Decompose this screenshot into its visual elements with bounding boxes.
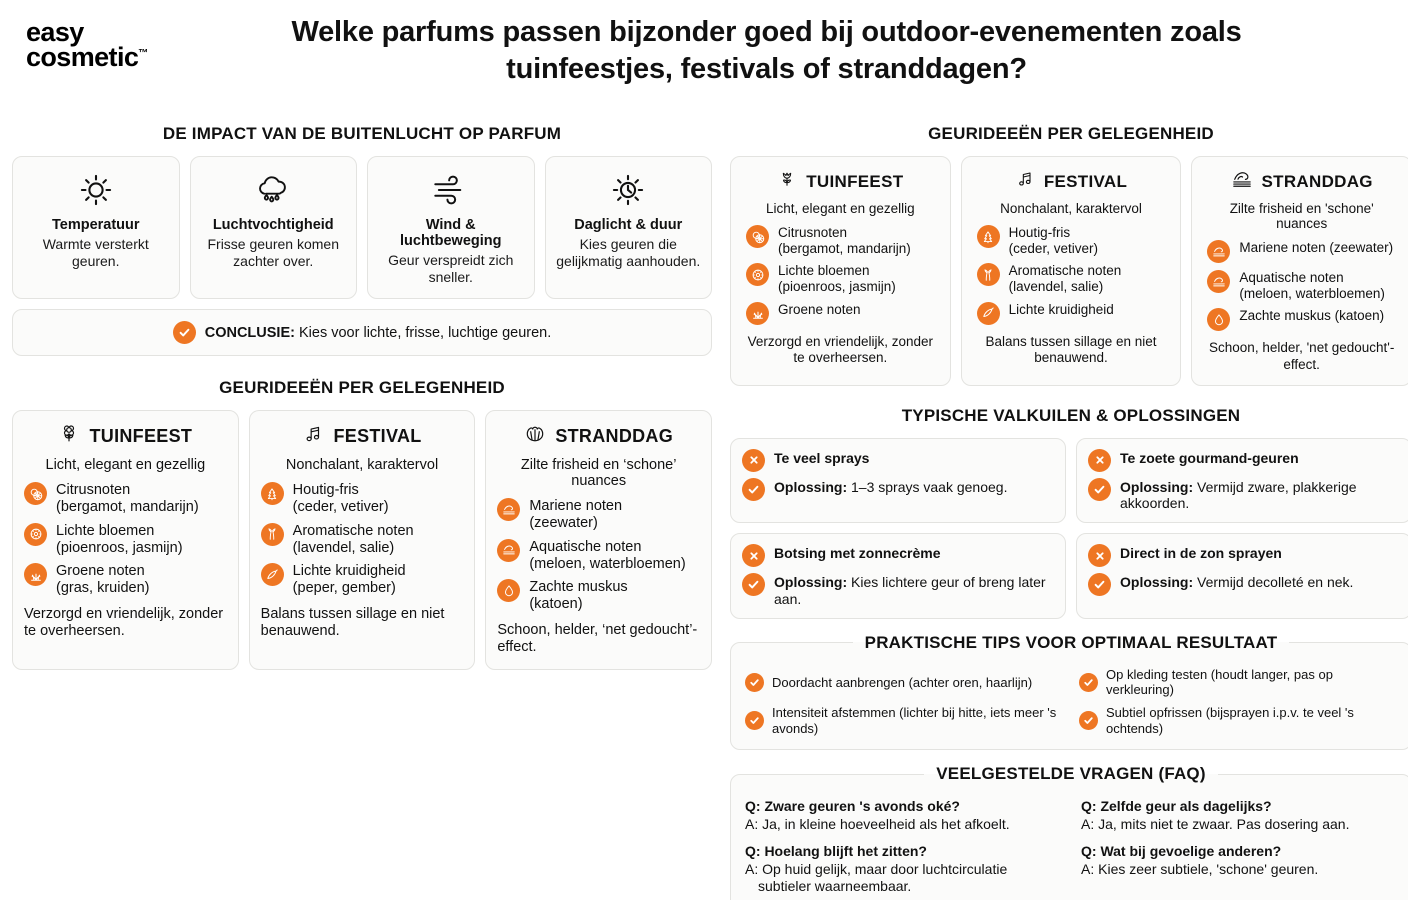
herb-icon <box>261 523 284 546</box>
occasion-card-footer: Verzorgd en vriendelijk, zonder te overheersen. <box>24 606 224 640</box>
pitfall-problem: Botsing met zonnecrème <box>774 545 941 562</box>
check-icon <box>742 573 765 596</box>
note-name: Groene noten <box>56 563 145 580</box>
tip-text: Intensiteit afstemmen (lichter bij hitte, iets meer 's avonds) <box>772 705 1057 736</box>
impact-card-luchtvochtigheid <box>190 156 358 299</box>
note-detail: (pioenroos, jasmijn) <box>778 278 896 294</box>
wind-icon <box>431 169 471 211</box>
note-name: Lichte kruidigheid <box>1008 301 1114 317</box>
occasion-card-title: FESTIVAL <box>1043 171 1128 191</box>
tips-section <box>730 633 1408 750</box>
flower-icon <box>58 423 80 450</box>
grass-icon <box>24 563 47 586</box>
droplet-icon <box>1207 308 1230 331</box>
impact-card-daglicht <box>545 156 713 299</box>
impact-card-wind <box>367 156 535 299</box>
brand-logo <box>0 14 255 70</box>
citrus-icon <box>746 225 769 248</box>
occasion-card-tuinfeest <box>12 410 239 670</box>
pitfall-problem-row <box>1088 544 1400 567</box>
pitfall-card-3 <box>730 533 1066 619</box>
note-name: Groene noten <box>778 301 861 317</box>
cross-icon <box>742 449 765 472</box>
occasion-card-stranddag <box>485 410 712 670</box>
occasion-card-festival <box>249 410 476 670</box>
faq-answer: A: Kies zeer subtiele, 'schone' geuren. <box>1081 860 1319 877</box>
sun-clock-icon <box>610 169 646 211</box>
note-detail: (ceder, vetiver) <box>1008 240 1098 256</box>
list-item <box>977 302 1114 325</box>
pitfall-problem: Te veel sprays <box>774 449 870 466</box>
list-item <box>1207 308 1384 331</box>
impact-card-name: Wind & luchtbeweging <box>400 217 502 249</box>
right-column <box>730 118 1408 900</box>
list-item <box>24 523 227 557</box>
page-title: Welke parfums passen bijzonder goed bij outdoor-evenementen zoals tuinfeestjes, festivals of stranddagen? <box>291 16 1242 86</box>
faq-item <box>1081 843 1397 896</box>
conclusion-banner <box>12 309 712 356</box>
blossom-icon <box>746 263 769 286</box>
note-detail: (katoen) <box>529 596 583 613</box>
page-header <box>0 0 1408 118</box>
cross-icon <box>1088 449 1111 472</box>
sun-icon <box>78 169 114 211</box>
note-name: Aromatische noten <box>1008 263 1122 279</box>
impact-card-name: Daglicht & duur <box>574 217 683 233</box>
impact-section-heading: DE IMPACT VAN DE BUITENLUCHT OP PARFUM <box>162 124 562 143</box>
note-name: Mariene noten (zeewater) <box>1239 240 1394 255</box>
chili-icon <box>261 563 284 586</box>
faq-question: Q: Zware geuren 's avonds oké? <box>745 798 960 815</box>
pitfall-problem: Direct in de zon sprayen <box>1120 545 1282 562</box>
tree-icon <box>261 482 284 505</box>
cross-icon <box>1088 544 1111 567</box>
impact-card-name: Luchtvochtigheid <box>212 217 334 233</box>
pitfall-solution: Kies lichtere geur of breng later aan. <box>774 574 1046 608</box>
note-name: Lichte kruidigheid <box>292 563 406 580</box>
note-name: Zachte muskus <box>529 579 628 596</box>
note-detail: (bergamot, mandarijn) <box>778 240 911 256</box>
occasions-right-row <box>730 156 1408 386</box>
faq-question: Q: Hoelang blijft het zitten? <box>745 843 927 860</box>
list-item <box>1207 240 1393 263</box>
check-icon <box>173 321 196 344</box>
occasion-card-title: TUINFEEST <box>89 426 193 447</box>
list-item <box>1207 270 1385 301</box>
wave-icon <box>497 539 520 562</box>
blossom-icon <box>24 523 47 546</box>
check-icon <box>1088 478 1111 501</box>
occasion-card-header <box>742 169 939 194</box>
occasion-card-footer: Schoon, helder, ‘net gedoucht’-effect. <box>497 622 698 656</box>
faq-item <box>745 798 1061 833</box>
tips-grid <box>745 667 1397 736</box>
check-icon <box>745 673 764 692</box>
faq-item <box>745 843 1061 896</box>
cross-icon <box>742 544 765 567</box>
occasion-card-subtitle: Nonchalant, karaktervol <box>1000 201 1142 216</box>
occasion-card-title: STRANDDAG <box>1261 171 1373 191</box>
faq-question: Q: Zelfde geur als dagelijks? <box>1081 798 1272 815</box>
note-name: Houtig-fris <box>1008 225 1071 240</box>
pitfall-problem-row <box>1088 449 1400 472</box>
tip-text: Subtiel opfrissen (bijsprayen i.p.v. te veel 's ochtends) <box>1106 705 1354 736</box>
list-item <box>24 482 227 516</box>
occasion-note-list <box>1203 240 1400 331</box>
occasion-card-footer: Balans tussen sillage en niet benauwend. <box>260 606 445 640</box>
solution-label: Oplossing: <box>774 478 848 495</box>
list-item <box>497 498 700 532</box>
occasions-left-heading: GEURIDEEËN PER GELEGENHEID <box>219 378 505 398</box>
wave-icon <box>497 498 520 521</box>
faq-answer-cont: subtieler waarneembaar. <box>758 878 912 895</box>
impact-card-desc: Geur verspreidt zich sneller. <box>388 252 514 286</box>
occasions-left-row <box>12 410 712 670</box>
faq-section <box>730 764 1408 900</box>
pitfall-solution-row <box>1088 478 1400 513</box>
tip-text: Doordacht aanbrengen (achter oren, haarlijn) <box>772 674 1033 690</box>
pitfall-solution: Vermijd zware, plakkerige akkoorden. <box>1120 478 1357 512</box>
pitfall-solution: 1–3 sprays vaak genoeg. <box>851 478 1008 495</box>
pitfall-card-1 <box>730 438 1066 524</box>
note-detail: (zeewater) <box>529 514 598 531</box>
occasion-card-footer: Verzorgd en vriendelijk, zonder te overheersen. <box>747 333 934 365</box>
tips-heading: PRAKTISCHE TIPS VOOR OPTIMAAL RESULTAAT <box>864 632 1278 652</box>
chili-icon <box>977 302 1000 325</box>
occasion-card-footer: Schoon, helder, 'net gedoucht'-effect. <box>1209 340 1395 372</box>
impact-card-row <box>12 156 712 299</box>
faq-heading: VEELGESTELDE VRAGEN (FAQ) <box>936 764 1206 784</box>
note-detail: (ceder, vetiver) <box>292 498 389 515</box>
left-column <box>12 118 712 900</box>
list-item <box>497 539 700 573</box>
list-item <box>746 302 861 325</box>
tulip-icon <box>777 169 797 194</box>
list-item <box>977 263 1122 294</box>
list-item <box>261 563 464 597</box>
note-detail: (bergamot, mandarijn) <box>56 498 199 515</box>
occasion-note-list <box>742 225 939 325</box>
wave-head-icon <box>1231 169 1253 194</box>
note-detail: (meloen, waterbloemen) <box>529 555 686 572</box>
list-item <box>977 225 1098 256</box>
check-icon <box>745 711 764 730</box>
solution-label: Oplossing: <box>774 574 848 591</box>
occasion-card-subtitle: Zilte frisheid en ‘schone’ nuances <box>520 457 677 490</box>
note-name: Lichte bloemen <box>778 263 870 279</box>
check-icon <box>742 478 765 501</box>
list-item <box>261 523 464 557</box>
pitfall-problem: Te zoete gourmand-geuren <box>1120 449 1299 466</box>
pitfall-solution-row <box>1088 573 1400 596</box>
note-detail: (meloen, waterbloemen) <box>1239 285 1385 301</box>
brand-line-1: easy <box>26 17 84 47</box>
faq-answer: A: Ja, in kleine hoeveelheid als het afkoelt. <box>745 815 1010 832</box>
faq-grid <box>745 798 1397 896</box>
impact-card-desc: Frisse geuren komen zachter over. <box>207 236 339 270</box>
occasion-card-header <box>261 423 464 450</box>
occasion-card-tuinfeest-right <box>730 156 951 386</box>
note-name: Citrusnoten <box>778 225 848 240</box>
occasion-card-header <box>24 423 227 450</box>
pitfall-solution-row <box>742 478 1054 501</box>
impact-card-temperatuur <box>12 156 180 299</box>
tip-item <box>745 705 1063 736</box>
solution-label: Oplossing: <box>1120 478 1194 495</box>
tip-item <box>1079 705 1397 736</box>
note-detail: (gras, kruiden) <box>56 580 150 597</box>
note-detail: (lavendel, salie) <box>1008 278 1104 294</box>
conclusion-label: CONCLUSIE: <box>204 324 295 341</box>
pitfall-solution-row <box>742 573 1054 608</box>
list-item <box>261 482 464 516</box>
impact-card-desc: Kies geuren die gelijkmatig aanhouden. <box>556 236 701 270</box>
occasion-card-subtitle: Nonchalant, karaktervol <box>285 457 439 474</box>
note-name: Aromatische noten <box>292 522 414 539</box>
pitfall-solution: Vermijd decolleté en nek. <box>1197 574 1354 591</box>
note-name: Mariene noten <box>529 498 623 515</box>
conclusion-text: Kies voor lichte, frisse, luchtige geuren. <box>299 324 552 341</box>
occasion-note-list <box>261 482 464 597</box>
occasion-card-header <box>973 169 1170 194</box>
pitfalls-grid <box>730 438 1408 619</box>
pitfall-problem-row <box>742 449 1054 472</box>
occasion-card-stranddag-right <box>1191 156 1408 386</box>
occasion-card-festival-right <box>961 156 1182 386</box>
citrus-icon <box>24 482 47 505</box>
pitfalls-heading: TYPISCHE VALKUILEN & OPLOSSINGEN <box>901 405 1241 425</box>
tip-text: Op kleding testen (houdt langer, pas op verkleuring) <box>1106 666 1333 698</box>
list-item <box>24 563 227 597</box>
tip-item <box>745 667 1063 698</box>
music-note-icon <box>1015 169 1035 194</box>
occasion-card-title: STRANDDAG <box>555 426 674 447</box>
pitfall-card-2 <box>1076 438 1408 524</box>
occasion-card-title: TUINFEEST <box>806 171 904 191</box>
trademark-symbol: ™ <box>138 47 148 59</box>
note-name: Aquatische noten <box>529 538 642 555</box>
pitfall-card-4 <box>1076 533 1408 619</box>
note-name: Aquatische noten <box>1239 270 1344 285</box>
note-detail: (pioenroos, jasmijn) <box>56 539 183 556</box>
herb-icon <box>977 263 1000 286</box>
pitfall-problem-row <box>742 544 1054 567</box>
shell-icon <box>524 423 546 450</box>
faq-answer: A: Ja, mits niet te zwaar. Pas dosering aan. <box>1081 815 1350 832</box>
occasion-card-header <box>497 423 700 450</box>
occasion-note-list <box>973 225 1170 325</box>
note-name: Zachte muskus (katoen) <box>1239 308 1385 324</box>
wave-icon <box>1207 240 1230 263</box>
list-item <box>497 579 700 613</box>
grass-icon <box>746 302 769 325</box>
note-name: Houtig-fris <box>292 482 359 499</box>
occasion-card-header <box>1203 169 1400 194</box>
occasion-card-footer: Balans tussen sillage en niet benauwend. <box>985 333 1157 365</box>
occasion-card-subtitle: Zilte frisheid en 'schone' nuances <box>1229 201 1374 231</box>
list-item <box>746 225 911 256</box>
note-detail: (peper, gember) <box>292 580 396 597</box>
occasion-note-list <box>497 498 700 613</box>
occasion-card-subtitle: Licht, elegant en gezellig <box>45 457 206 474</box>
impact-card-name: Temperatuur <box>51 217 140 233</box>
faq-answer: A: Op huid gelijk, maar door luchtcirculatie <box>745 860 1008 877</box>
music-note-icon <box>302 423 324 450</box>
wave-icon <box>1207 270 1230 293</box>
occasions-right-heading: GEURIDEEËN PER GELEGENHEID <box>928 124 1214 143</box>
droplet-icon <box>497 579 520 602</box>
note-name: Lichte bloemen <box>56 522 155 539</box>
tree-icon <box>977 225 1000 248</box>
brand-line-2: cosmetic <box>26 41 139 72</box>
occasion-card-subtitle: Licht, elegant en gezellig <box>766 201 915 216</box>
check-icon <box>1079 711 1098 730</box>
content-columns <box>0 118 1408 900</box>
list-item <box>746 263 896 294</box>
faq-item <box>1081 798 1397 833</box>
solution-label: Oplossing: <box>1120 574 1194 591</box>
impact-card-desc: Warmte versterkt geuren. <box>42 236 149 270</box>
note-name: Citrusnoten <box>56 482 131 499</box>
note-detail: (lavendel, salie) <box>292 539 395 556</box>
check-icon <box>1088 573 1111 596</box>
cloud-rain-icon <box>254 169 292 211</box>
occasion-card-title: FESTIVAL <box>333 426 422 447</box>
occasion-note-list <box>24 482 227 597</box>
faq-question: Q: Wat bij gevoelige anderen? <box>1081 843 1282 860</box>
check-icon <box>1079 673 1098 692</box>
tip-item <box>1079 667 1397 698</box>
